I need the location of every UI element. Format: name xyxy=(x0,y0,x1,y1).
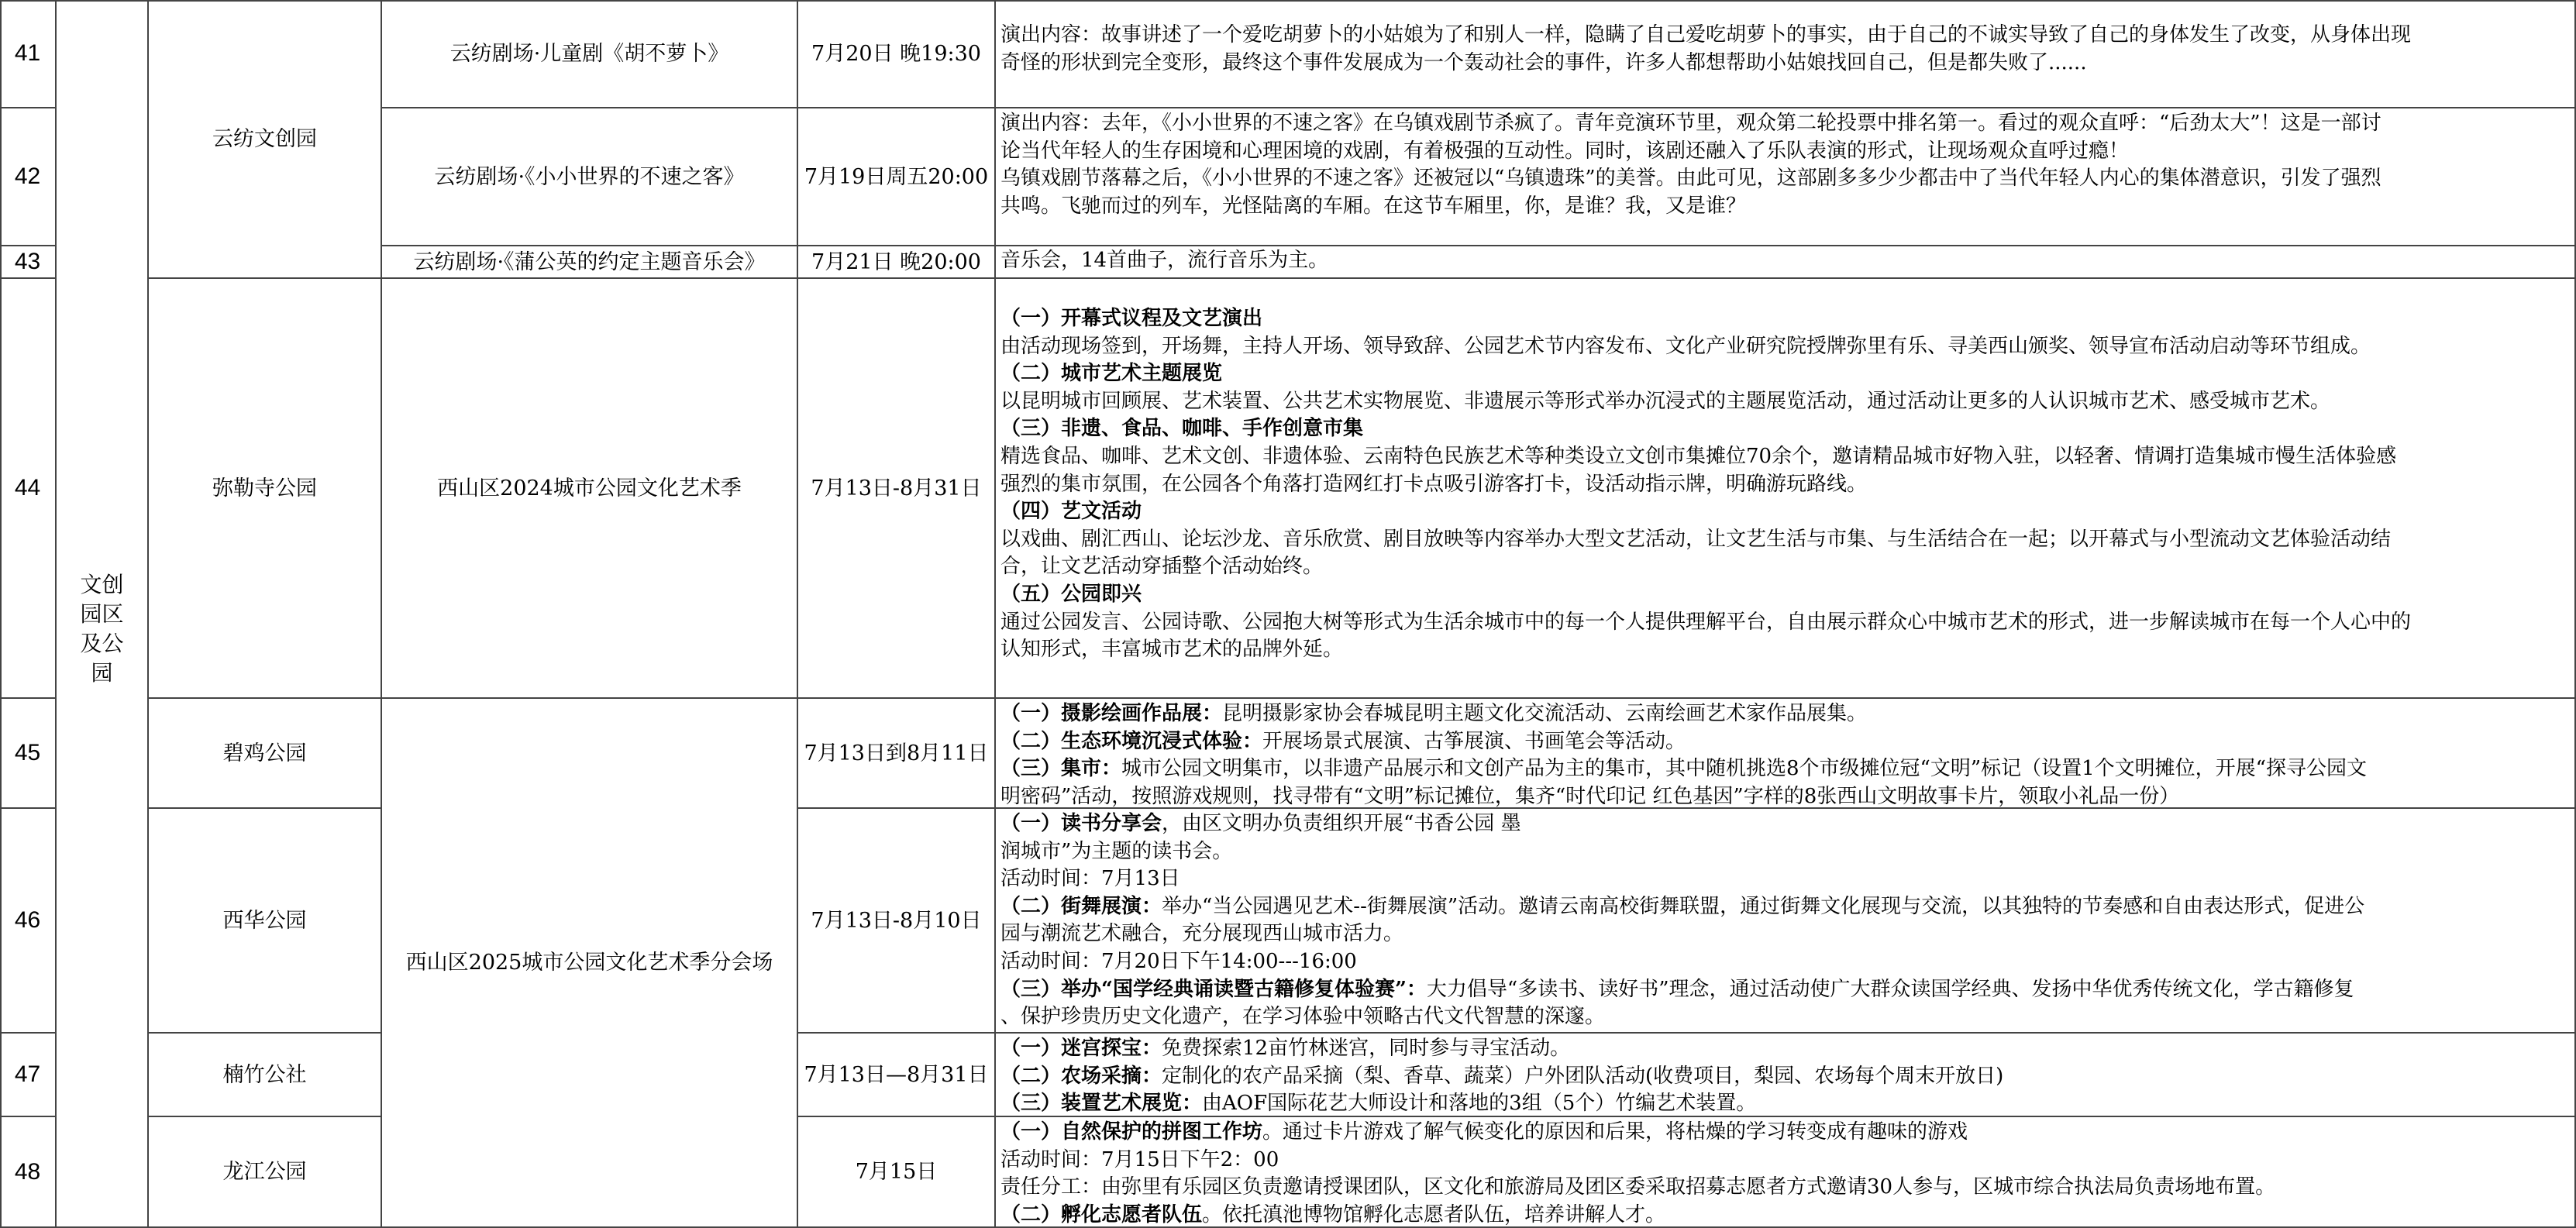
description-text: 以戏曲、剧汇西山、论坛沙龙、音乐欣赏、剧目放映等内容举办大型文艺活动，让文艺生活与市集、与生活结合在一起；以开幕式与小型流动文艺体验活动结 xyxy=(1000,527,2392,551)
description-text: 免费探索12亩竹林迷宫，同时参与寻宝活动。 xyxy=(1162,1037,1571,1060)
description-line xyxy=(1000,1063,2570,1091)
description-text: 由活动现场签到，开场舞，主持人开场、领导致辞、公园艺术节内容发布、文化产业研究院授牌弥里有乐、寻美西山颁奖、领导宣布活动启动等环节组成。 xyxy=(1000,334,2371,358)
event-cell-42 xyxy=(382,108,798,246)
description-line xyxy=(1000,700,2570,728)
description-heading: （三）举办“国学经典诵读暨古籍修复体验赛”： xyxy=(1000,977,1427,1001)
description-line xyxy=(1000,728,2570,756)
description-text: 。依托滇池博物馆孵化志愿者队伍，培养讲解人才。 xyxy=(1202,1202,1666,1226)
row-number-text: 46 xyxy=(14,907,41,933)
description-heading: （三）非遗、食品、咖啡、手作创意市集 xyxy=(1000,417,1364,441)
row-number-text: 45 xyxy=(14,740,41,765)
row-number-text: 48 xyxy=(14,1158,41,1185)
row-number-46 xyxy=(0,809,57,1034)
description-line xyxy=(1000,471,2570,499)
event-time: 7月19日周五20:00 xyxy=(804,164,989,189)
description-heading: （二）孵化志愿者队伍 xyxy=(1000,1202,1203,1226)
description-line xyxy=(1000,1090,2570,1117)
venue-cell-nanzhu xyxy=(149,1034,382,1117)
description-cell-47 xyxy=(996,1034,2576,1117)
description-line xyxy=(1000,865,2570,893)
event-time: 7月13日—8月31日 xyxy=(804,1062,989,1087)
row-number-44 xyxy=(0,279,57,699)
event-title: 云纺剧场·《蒲公英的约定主题音乐会》 xyxy=(413,249,766,274)
venue-name: 楠竹公社 xyxy=(222,1062,307,1087)
description-cell-45 xyxy=(996,699,2576,809)
description-line xyxy=(1000,388,2570,416)
time-cell-47 xyxy=(798,1034,996,1117)
description-text: 乌镇戏剧节落幕之后，《小小世界的不速之客》还被冠以“乌镇遗珠”的美誉。由此可见，这部剧多多少少都击中了当代年轻人内心的集体潜意识，引发了强烈 xyxy=(1000,167,2381,191)
venue-name: 云纺文创园 xyxy=(212,126,317,151)
description-heading: （一）摄影绘画作品展： xyxy=(1000,702,1223,725)
time-cell-46 xyxy=(798,809,996,1034)
time-cell-45 xyxy=(798,699,996,809)
description-line xyxy=(1000,443,2570,471)
row-number-text: 43 xyxy=(14,249,41,274)
description-line xyxy=(1000,948,2570,976)
event-time: 7月20日 晚19:30 xyxy=(811,41,981,66)
description-line xyxy=(1000,1202,2570,1228)
description-line xyxy=(1000,920,2570,948)
row-number-41 xyxy=(0,0,57,108)
description-line xyxy=(1000,415,2570,443)
description-heading: （二）生态环境沉浸式体验： xyxy=(1000,729,1263,753)
event-cell-45-48 xyxy=(382,699,798,1228)
event-title: 云纺剧场·儿童剧《胡不萝卜》 xyxy=(449,41,729,66)
description-text: 责任分工：由弥里有乐园区负责邀请授课团队，区文化和旅游局及团区委采取招募志愿者方式邀请30人参与，区城市综合执法局负责场地布置。 xyxy=(1000,1175,2276,1199)
description-line xyxy=(1000,893,2570,921)
row-number-text: 44 xyxy=(14,475,41,500)
description-text: 活动时间：7月13日 xyxy=(1000,867,1180,891)
description-text: 、保护珍贵历史文化遗产，在学习体验中领略古代文代智慧的深邃。 xyxy=(1000,1005,1606,1029)
description-text: 演出内容：故事讲述了一个爱吃胡萝卜的小姑娘为了和别人一样，隐瞒了自己爱吃胡萝卜的事实，由于自己的不诚实导致了自己的身体发生了改变，从身体出现 xyxy=(1000,23,2412,46)
description-text: 共鸣。飞驰而过的列车，光怪陆离的车厢。在这节车厢里，你，是谁？我，又是谁？ xyxy=(1000,194,1747,218)
description-text: 以昆明城市回顾展、艺术装置、公共艺术实物展览、非遗展示等形式举办沉浸式的主题展览活动，通过活动让更多的人认识城市艺术、感受城市艺术。 xyxy=(1000,389,2331,413)
description-line xyxy=(1000,50,2570,77)
description-cell-41 xyxy=(996,0,2576,108)
description-line xyxy=(1000,1035,2570,1063)
description-heading: （一）迷宫探宝： xyxy=(1000,1037,1162,1060)
description-heading: （五）公园即兴 xyxy=(1000,582,1142,606)
category-label: 文创园区及公园 xyxy=(80,571,124,686)
description-line xyxy=(1000,22,2570,50)
venue-name: 西华公园 xyxy=(222,908,307,933)
description-text: 通过公园发言、公园诗歌、公园抱大树等形式为生活余城市中的每一个人提供理解平台，自由展示群众心中城市艺术的形式，进一步解读城市在每一个人心中的 xyxy=(1000,610,2412,634)
description-heading: （一）读书分享会 xyxy=(1000,812,1162,835)
row-number-text: 41 xyxy=(14,40,41,66)
description-text: 强烈的集市氛围，在公园各个角落打造网红打卡点吸引游客打卡，设活动指示牌，明确游玩路线。 xyxy=(1000,472,1868,496)
description-text: 活动时间：7月15日下午2：00 xyxy=(1000,1147,1279,1171)
time-cell-41 xyxy=(798,0,996,108)
row-number-48 xyxy=(0,1117,57,1228)
event-time: 7月15日 xyxy=(855,1160,938,1184)
description-heading: （一）自然保护的拼图工作坊 xyxy=(1000,1120,1263,1144)
description-cell-48 xyxy=(996,1117,2576,1228)
description-text: 城市公园文明集市，以非遗产品展示和文创产品为主的集市，其中随机挑选8个市级摊位冠“文明”标记（设置1个文明摊位，开展“探寻公园文 xyxy=(1121,757,2367,781)
description-line xyxy=(1000,193,2570,221)
description-cell-43 xyxy=(996,246,2576,279)
event-title: 西山区2024城市公园文化艺术季 xyxy=(437,476,742,500)
row-number-45 xyxy=(0,699,57,809)
venue-cell-biji xyxy=(149,699,382,809)
description-text: 定制化的农产品采摘（梨、香草、蔬菜）户外团队活动(收费项目，梨园、农场每个周末开放日) xyxy=(1162,1064,2004,1088)
venue-cell-xihua xyxy=(149,809,382,1034)
description-text: 。通过卡片游戏了解气候变化的原因和后果，将枯燥的学习转变成有趣味的游戏 xyxy=(1262,1120,1968,1144)
description-line xyxy=(1000,498,2570,526)
description-text: 润城市”为主题的读书会。 xyxy=(1000,839,1233,863)
event-time: 7月13日-8月10日 xyxy=(811,908,982,933)
description-line xyxy=(1000,838,2570,866)
row-number-47 xyxy=(0,1034,57,1117)
event-time: 7月13日到8月11日 xyxy=(804,741,989,765)
event-time: 7月13日-8月31日 xyxy=(811,476,982,500)
event-title: 西山区2025城市公园文化艺术季分会场 xyxy=(405,951,773,975)
event-time: 7月21日 晚20:00 xyxy=(811,249,981,274)
description-text: 园与潮流艺术融合，充分展现西山城市活力。 xyxy=(1000,922,1404,946)
time-cell-44 xyxy=(798,279,996,699)
description-heading: （二）城市艺术主题展览 xyxy=(1000,362,1223,386)
venue-cell-yunfang xyxy=(149,0,382,279)
event-cell-43 xyxy=(382,246,798,279)
description-heading: （三）集市： xyxy=(1000,757,1122,781)
description-text: ，由区文明办负责组织开展“书香公园 墨 xyxy=(1162,812,1521,835)
description-line xyxy=(1000,526,2570,554)
description-line xyxy=(1000,110,2570,138)
description-line xyxy=(1000,360,2570,388)
description-line xyxy=(1000,755,2570,783)
time-cell-43 xyxy=(798,246,996,279)
description-text: 明密码”活动，按照游戏规则，找寻带有“文明”标记摊位，集齐“时代印记 红色基因”字样的8张西山文明故事卡片，领取小礼品一份） xyxy=(1000,784,2180,808)
description-cell-44 xyxy=(996,279,2576,699)
description-line xyxy=(1000,553,2570,581)
description-text: 由AOF国际花艺大师设计和落地的3组（5个）竹编艺术装置。 xyxy=(1202,1092,1757,1116)
event-title: 云纺剧场·《小小世界的不速之客》 xyxy=(434,164,745,189)
event-cell-41 xyxy=(382,0,798,108)
description-text: 合，让文艺活动穿插整个活动始终。 xyxy=(1000,555,1324,579)
row-number-42 xyxy=(0,108,57,246)
description-heading: （四）艺文活动 xyxy=(1000,500,1142,524)
row-number-text: 47 xyxy=(14,1061,41,1087)
row-number-text: 42 xyxy=(14,163,41,189)
description-cell-42 xyxy=(996,108,2576,246)
time-cell-42 xyxy=(798,108,996,246)
venue-cell-mile xyxy=(149,279,382,699)
description-line xyxy=(1000,581,2570,609)
description-text: 举办“当公园遇见艺术--街舞展演”活动。邀请云南高校街舞联盟，通过街舞文化展现与交流，以其独特的节奏感和自由表达形式，促进公 xyxy=(1162,894,2365,918)
description-text: 论当代年轻人的生存困境和心理困境的戏剧，有着极强的互动性。同时，该剧还融入了乐队表演的形式，让现场观众直呼过瘾！ xyxy=(1000,139,2130,163)
description-line xyxy=(1000,976,2570,1004)
description-line xyxy=(1000,165,2570,193)
description-line xyxy=(1000,247,2570,275)
description-text: 演出内容：去年，《小小世界的不速之客》在乌镇戏剧节杀疯了。青年竞演环节里，观众第二轮投票中排名第一。看过的观众直呼：“后劲太大”！这是一部讨 xyxy=(1000,112,2381,135)
description-text: 音乐会，14首曲子，流行音乐为主。 xyxy=(1000,249,1329,272)
description-text: 精选食品、咖啡、艺术文创、非遗体验、云南特色民族艺术等种类设立文创市集摊位70余个，邀请精品城市好物入驻，以轻奢、情调打造集城市慢生活体验感 xyxy=(1000,444,2397,468)
description-line xyxy=(1000,1174,2570,1202)
category-cell xyxy=(57,0,149,1228)
description-line xyxy=(1000,810,2570,838)
venue-name: 碧鸡公园 xyxy=(222,741,307,765)
description-line xyxy=(1000,783,2570,809)
description-heading: （二）街舞展演： xyxy=(1000,894,1162,918)
venue-name: 龙江公园 xyxy=(222,1160,307,1184)
description-heading: （三）装置艺术展览： xyxy=(1000,1092,1203,1116)
description-line xyxy=(1000,1003,2570,1031)
description-line xyxy=(1000,333,2570,361)
venue-name: 弥勒寺公园 xyxy=(212,476,317,500)
description-heading: （二）农场采摘： xyxy=(1000,1064,1162,1088)
description-text: 昆明摄影家协会春城昆明主题文化交流活动、云南绘画艺术家作品展集。 xyxy=(1222,702,1868,725)
description-text: 开展场景式展演、古筝展演、书画笔会等活动。 xyxy=(1262,729,1686,753)
description-line xyxy=(1000,1147,2570,1175)
venue-cell-longjiang xyxy=(149,1117,382,1228)
description-text: 认知形式，丰富城市艺术的品牌外延。 xyxy=(1000,638,1344,662)
row-number-43 xyxy=(0,246,57,279)
description-line xyxy=(1000,1119,2570,1147)
description-heading: （一）开幕式议程及文艺演出 xyxy=(1000,307,1263,330)
description-text: 奇怪的形状到完全变形，最终这个事件发展成为一个轰动社会的事件，许多人都想帮助小姑娘找回自己，但是都失败了...... xyxy=(1000,50,2087,74)
event-cell-44 xyxy=(382,279,798,699)
description-line xyxy=(1000,305,2570,333)
description-line xyxy=(1000,609,2570,637)
description-text: 活动时间：7月20日下午14:00---16:00 xyxy=(1000,949,1357,973)
description-cell-46 xyxy=(996,809,2576,1034)
description-line xyxy=(1000,138,2570,166)
time-cell-48 xyxy=(798,1117,996,1228)
description-line xyxy=(1000,636,2570,664)
description-text: 大力倡导“多读书、读好书”理念，通过活动使广大群众读国学经典、发扬中华优秀传统文化，学古籍修复 xyxy=(1426,977,2354,1001)
